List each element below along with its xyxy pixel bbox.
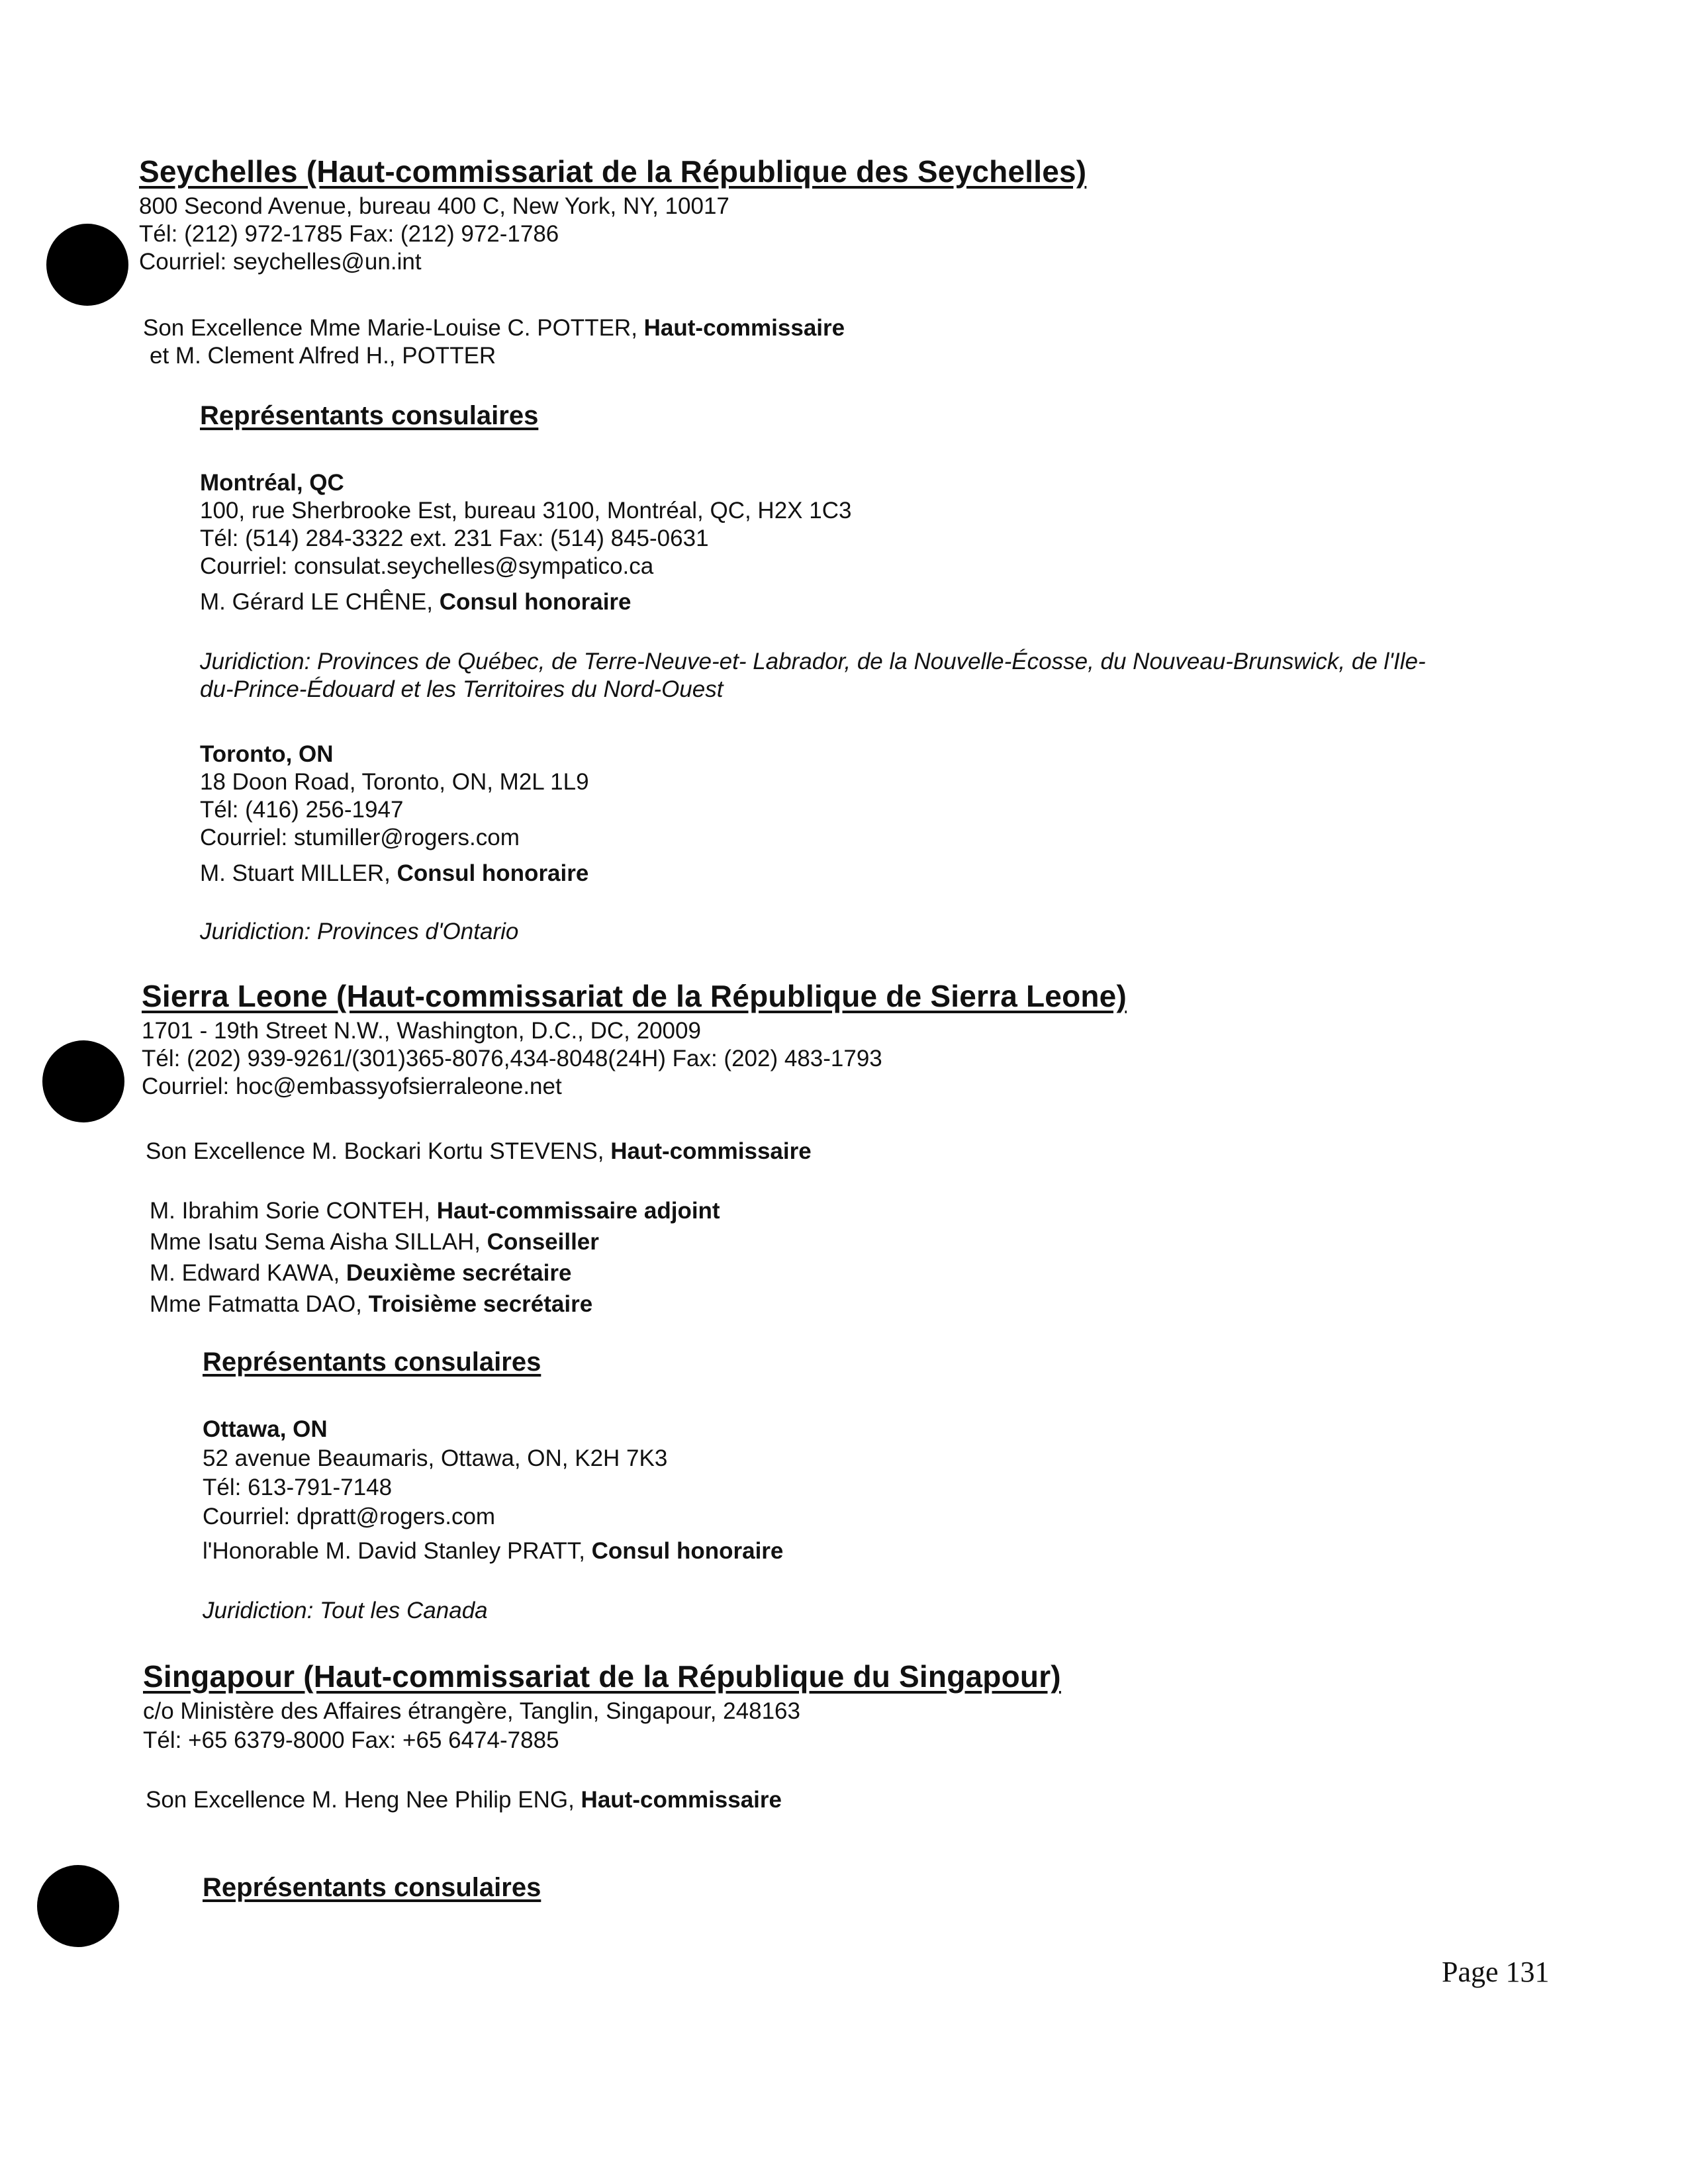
- page-number: Page 131: [1442, 1956, 1550, 1988]
- head-title: Haut-commissaire: [610, 1138, 812, 1164]
- consulate-jurisdiction-line1: Juridiction: Provinces de Québec, de Terre-Neuve-et- Labrador, de la Nouvelle-Écosse, du Nouveau-Brunswick, de l'Ile-: [200, 649, 1426, 674]
- consulate-representative: [200, 588, 632, 617]
- head-title: Haut-commissaire: [581, 1787, 782, 1813]
- staff-name: M. Ibrahim Sorie CONTEH,: [150, 1198, 437, 1224]
- staff-member: [150, 1228, 599, 1257]
- consulate-jurisdiction: Juridiction: Tout les Canada: [203, 1598, 488, 1623]
- seychelles-head-of-mission: [143, 314, 845, 343]
- consulate-address: 52 avenue Beaumaris, Ottawa, ON, K2H 7K3: [203, 1445, 668, 1471]
- sierra-leone-head-of-mission: [146, 1137, 812, 1166]
- rep-name: l'Honorable M. David Stanley PRATT,: [203, 1538, 592, 1564]
- hole-punch-bottom: [37, 1865, 119, 1947]
- seychelles-heading: Seychelles (Haut-commissariat de la République des Seychelles): [139, 154, 1087, 189]
- hole-punch-middle: [42, 1040, 124, 1122]
- hole-punch-top: [46, 224, 128, 306]
- consulate-address: 100, rue Sherbrooke Est, bureau 3100, Montréal, QC, H2X 1C3: [200, 498, 852, 523]
- staff-name: Mme Fatmatta DAO,: [150, 1291, 369, 1317]
- staff-title: Conseiller: [487, 1229, 599, 1255]
- consulate-email: Courriel: stumiller@rogers.com: [200, 825, 520, 850]
- consulate-jurisdiction-line2: du-Prince-Édouard et les Territoires du Nord-Ouest: [200, 676, 724, 702]
- consulate-phone: Tél: (514) 284-3322 ext. 231 Fax: (514) 845-0631: [200, 525, 709, 551]
- seychelles-spouse: et M. Clement Alfred H., POTTER: [150, 343, 496, 369]
- head-name: Son Excellence M. Heng Nee Philip ENG,: [146, 1787, 581, 1813]
- singapore-consular-heading: Représentants consulaires: [203, 1873, 541, 1902]
- staff-title: Troisième secrétaire: [368, 1291, 593, 1317]
- seychelles-consular-heading: Représentants consulaires: [200, 401, 539, 430]
- consulate-email: Courriel: dpratt@rogers.com: [203, 1504, 496, 1529]
- sierra-leone-address: 1701 - 19th Street N.W., Washington, D.C., DC, 20009: [142, 1018, 701, 1044]
- sierra-leone-consular-heading: Représentants consulaires: [203, 1347, 541, 1377]
- staff-title: Haut-commissaire adjoint: [436, 1198, 720, 1224]
- staff-member: [150, 1197, 720, 1226]
- rep-name: M. Gérard LE CHÊNE,: [200, 589, 440, 615]
- seychelles-address: 800 Second Avenue, bureau 400 C, New York, NY, 10017: [139, 193, 729, 219]
- singapore-head-of-mission: [146, 1786, 782, 1815]
- head-title: Haut-commissaire: [643, 315, 845, 341]
- singapore-phone: Tél: +65 6379-8000 Fax: +65 6474-7885: [143, 1727, 559, 1753]
- singapore-heading: Singapour (Haut-commissariat de la République du Singapour): [143, 1659, 1061, 1694]
- sierra-leone-heading: Sierra Leone (Haut-commissariat de la République de Sierra Leone): [142, 979, 1127, 1013]
- rep-title: Consul honoraire: [439, 589, 632, 615]
- rep-title: Consul honoraire: [397, 860, 589, 886]
- singapore-address: c/o Ministère des Affaires étrangère, Tanglin, Singapour, 248163: [143, 1698, 800, 1724]
- staff-name: Mme Isatu Sema Aisha SILLAH,: [150, 1229, 487, 1255]
- sierra-leone-email: Courriel: hoc@embassyofsierraleone.net: [142, 1073, 562, 1099]
- consulate-jurisdiction: Juridiction: Provinces d'Ontario: [200, 919, 519, 944]
- staff-title: Deuxième secrétaire: [346, 1260, 572, 1286]
- consulate-city-ottawa: Ottawa, ON: [203, 1416, 328, 1442]
- consulate-address: 18 Doon Road, Toronto, ON, M2L 1L9: [200, 769, 589, 795]
- staff-name: M. Edward KAWA,: [150, 1260, 346, 1286]
- consulate-phone: Tél: 613-791-7148: [203, 1475, 393, 1500]
- head-name: Son Excellence M. Bockari Kortu STEVENS,: [146, 1138, 611, 1164]
- seychelles-email: Courriel: seychelles@un.int: [139, 249, 422, 275]
- head-name: Son Excellence Mme Marie-Louise C. POTTER,: [143, 315, 644, 341]
- consulate-city-montreal: Montréal, QC: [200, 470, 344, 496]
- staff-member: [150, 1290, 592, 1319]
- rep-name: M. Stuart MILLER,: [200, 860, 397, 886]
- consulate-representative: [200, 859, 588, 888]
- consulate-email: Courriel: consulat.seychelles@sympatico.ca: [200, 553, 654, 579]
- staff-member: [150, 1259, 571, 1288]
- sierra-leone-phone: Tél: (202) 939-9261/(301)365-8076,434-8048(24H) Fax: (202) 483-1793: [142, 1046, 882, 1071]
- consulate-city-toronto: Toronto, ON: [200, 741, 334, 767]
- consulate-phone: Tél: (416) 256-1947: [200, 797, 404, 823]
- consulate-representative: [203, 1537, 783, 1566]
- rep-title: Consul honoraire: [591, 1538, 784, 1564]
- seychelles-phone: Tél: (212) 972-1785 Fax: (212) 972-1786: [139, 221, 559, 247]
